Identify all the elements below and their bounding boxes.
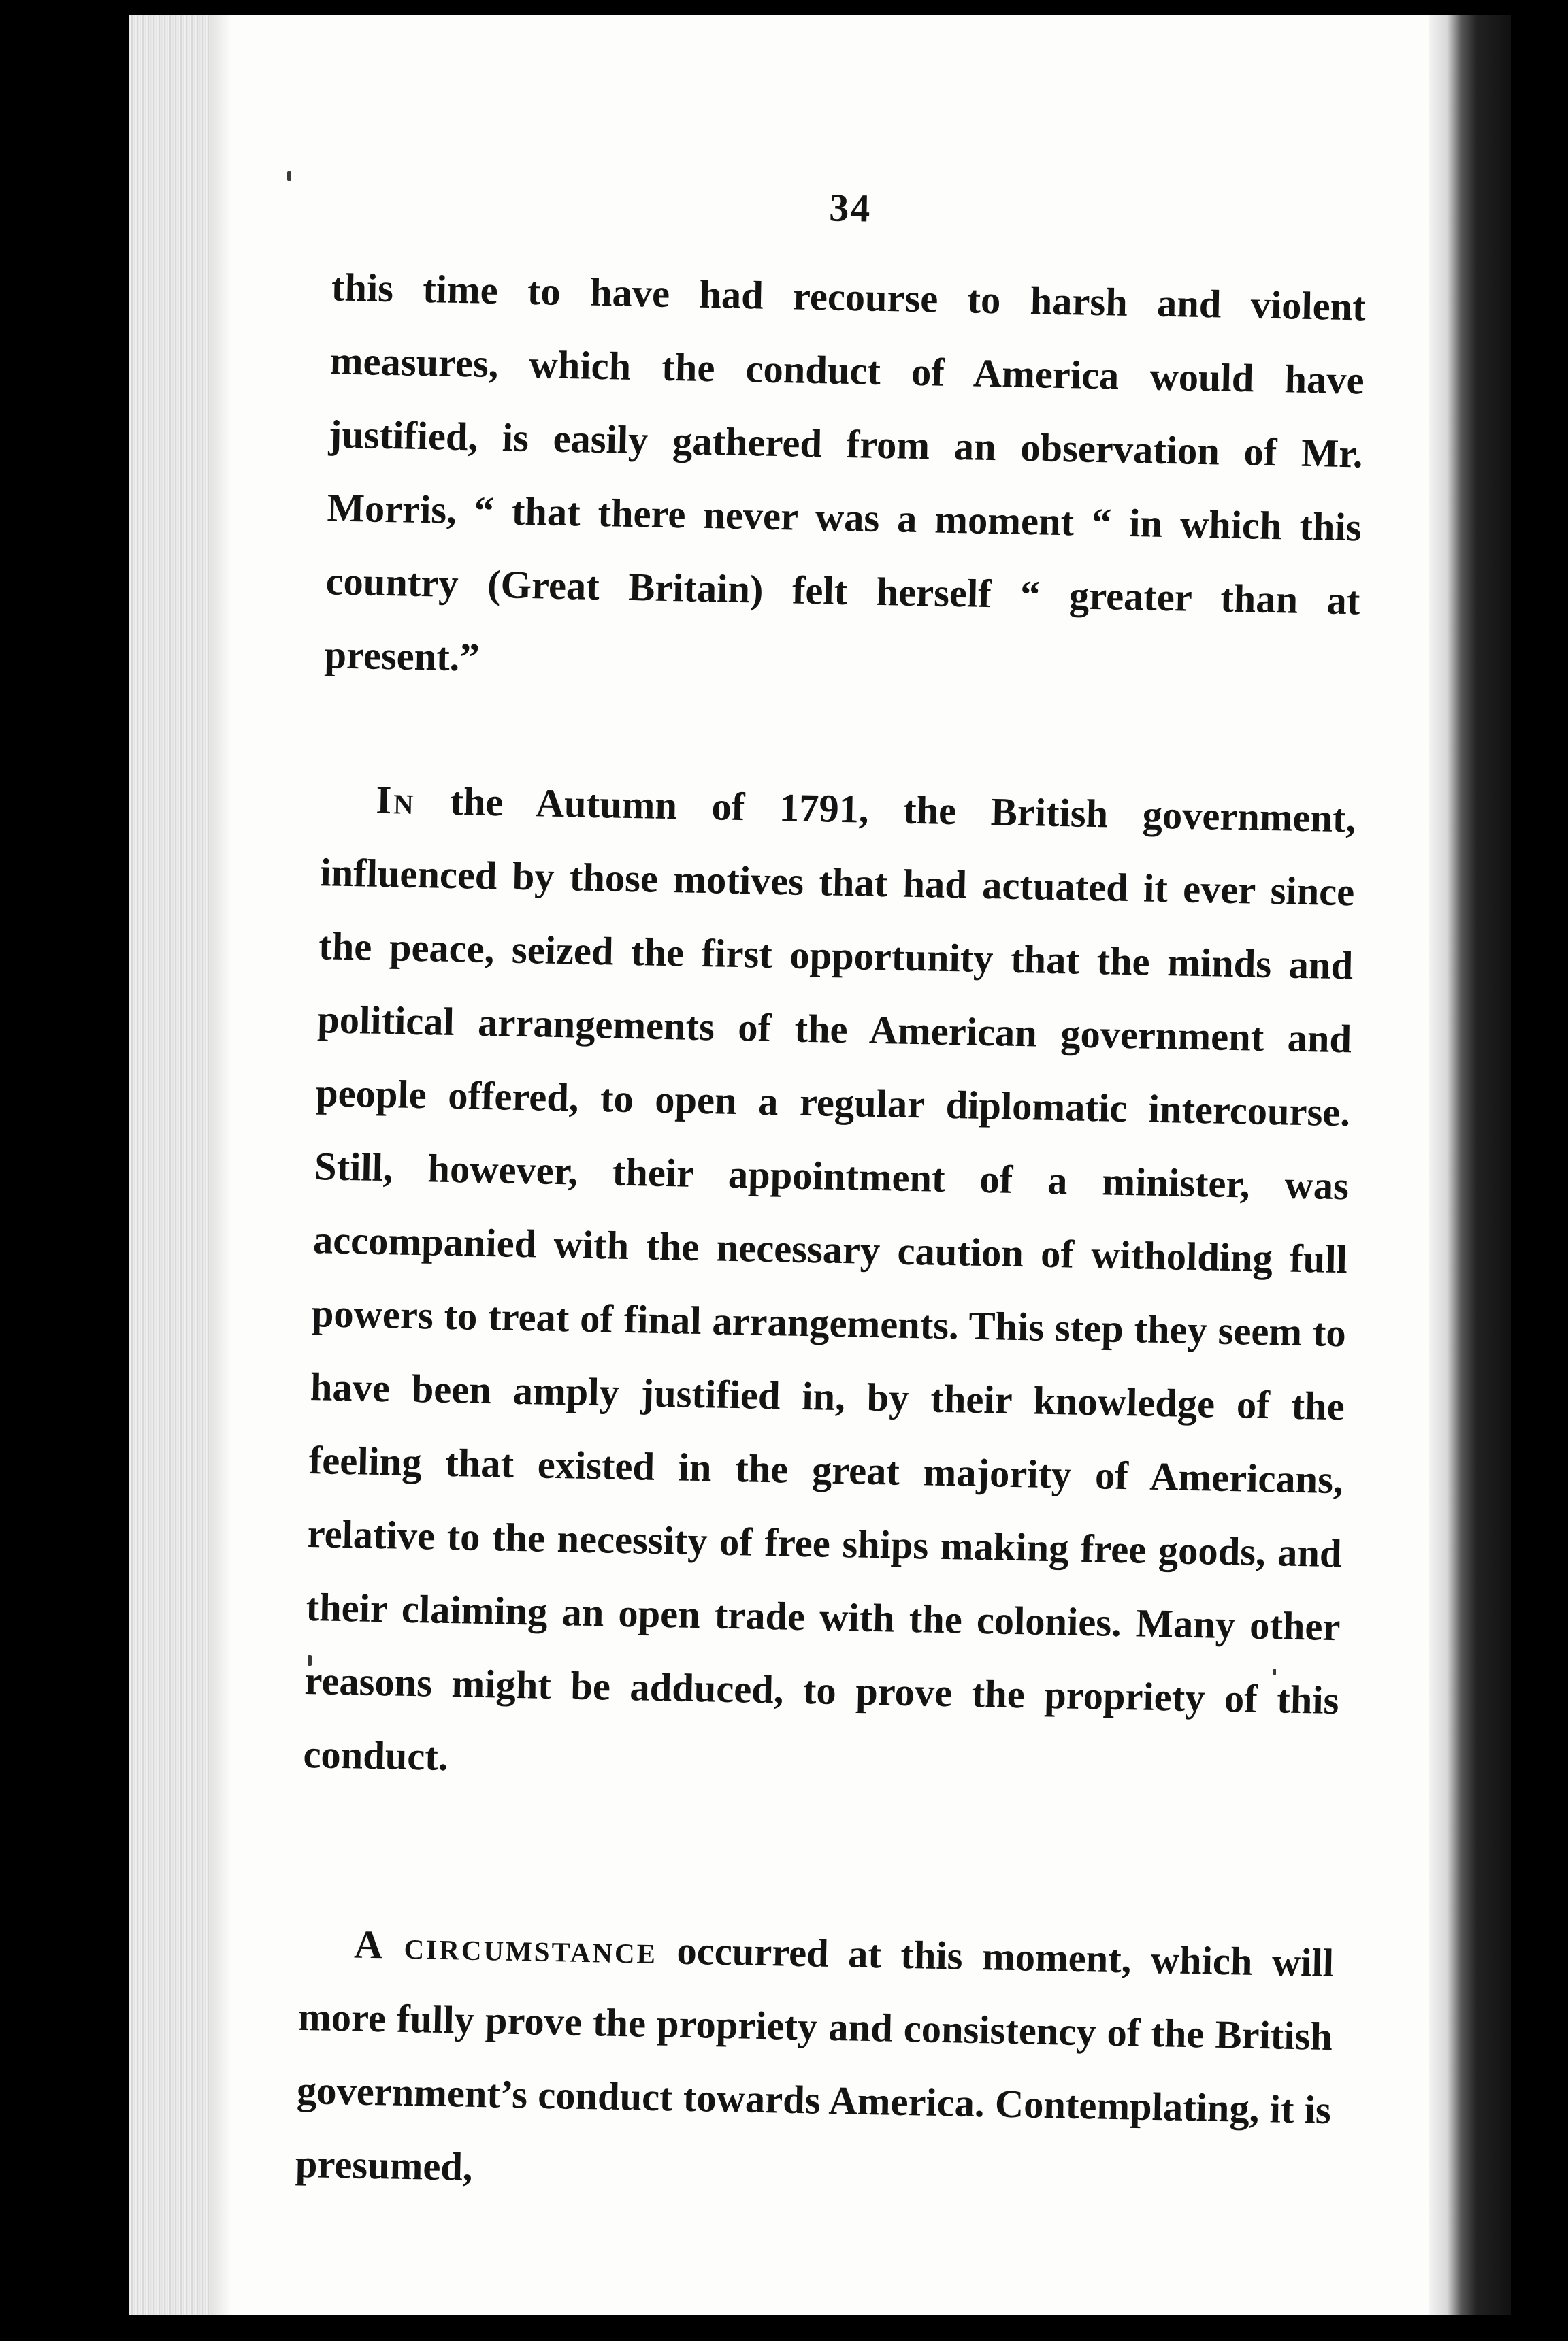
paragraph-2-lead: In: [375, 777, 416, 823]
text-block: [295, 175, 1368, 2221]
book-page: [129, 15, 1511, 2315]
paragraph-1: [324, 250, 1367, 711]
paragraph-2-text: the Autumn of 1791, the British government, influenced by those motives that had actuated it ever since the peace, seized the first opportunity that the minds and political arrangements of the American government and people offered, to open a regular diplomatic intercourse. Still, however, their appointment of a minister, was accompanied with the necessary caution of witholding full powers to treat of final arrangements. This step they seem to have been amply justified in, by their knowledge of the feeling that existed in the great majority of Americans, relative to the necessity of free ships making free goods, and their claiming an open trade with the colonies. Many other reasons might be adduced, to prove the propriety of this conduct.: [302, 778, 1356, 1780]
paragraph-3-lead: A circumstance: [353, 1922, 658, 1973]
stray-mark: [287, 171, 291, 181]
page-number: 34: [828, 185, 872, 231]
book-spine: [1429, 15, 1511, 2315]
paragraph-3: [295, 1907, 1335, 2221]
paragraph-1-text: this time to have had recourse to harsh and violent measures, which the conduct of America would have justified, is easily gathered from an observation of Mr. Morris, “ that there never was a moment “ in which this country (Great Britain) felt herself “ greater than at present.”: [323, 265, 1367, 680]
paragraph-3-text: occurred at this moment, which will more fully prove the propriety and consistency of the British government’s conduct towards America. Contemplating, it is presumed,: [295, 1928, 1335, 2189]
paragraph-2: [303, 762, 1357, 1811]
page-edges: [129, 15, 211, 2315]
